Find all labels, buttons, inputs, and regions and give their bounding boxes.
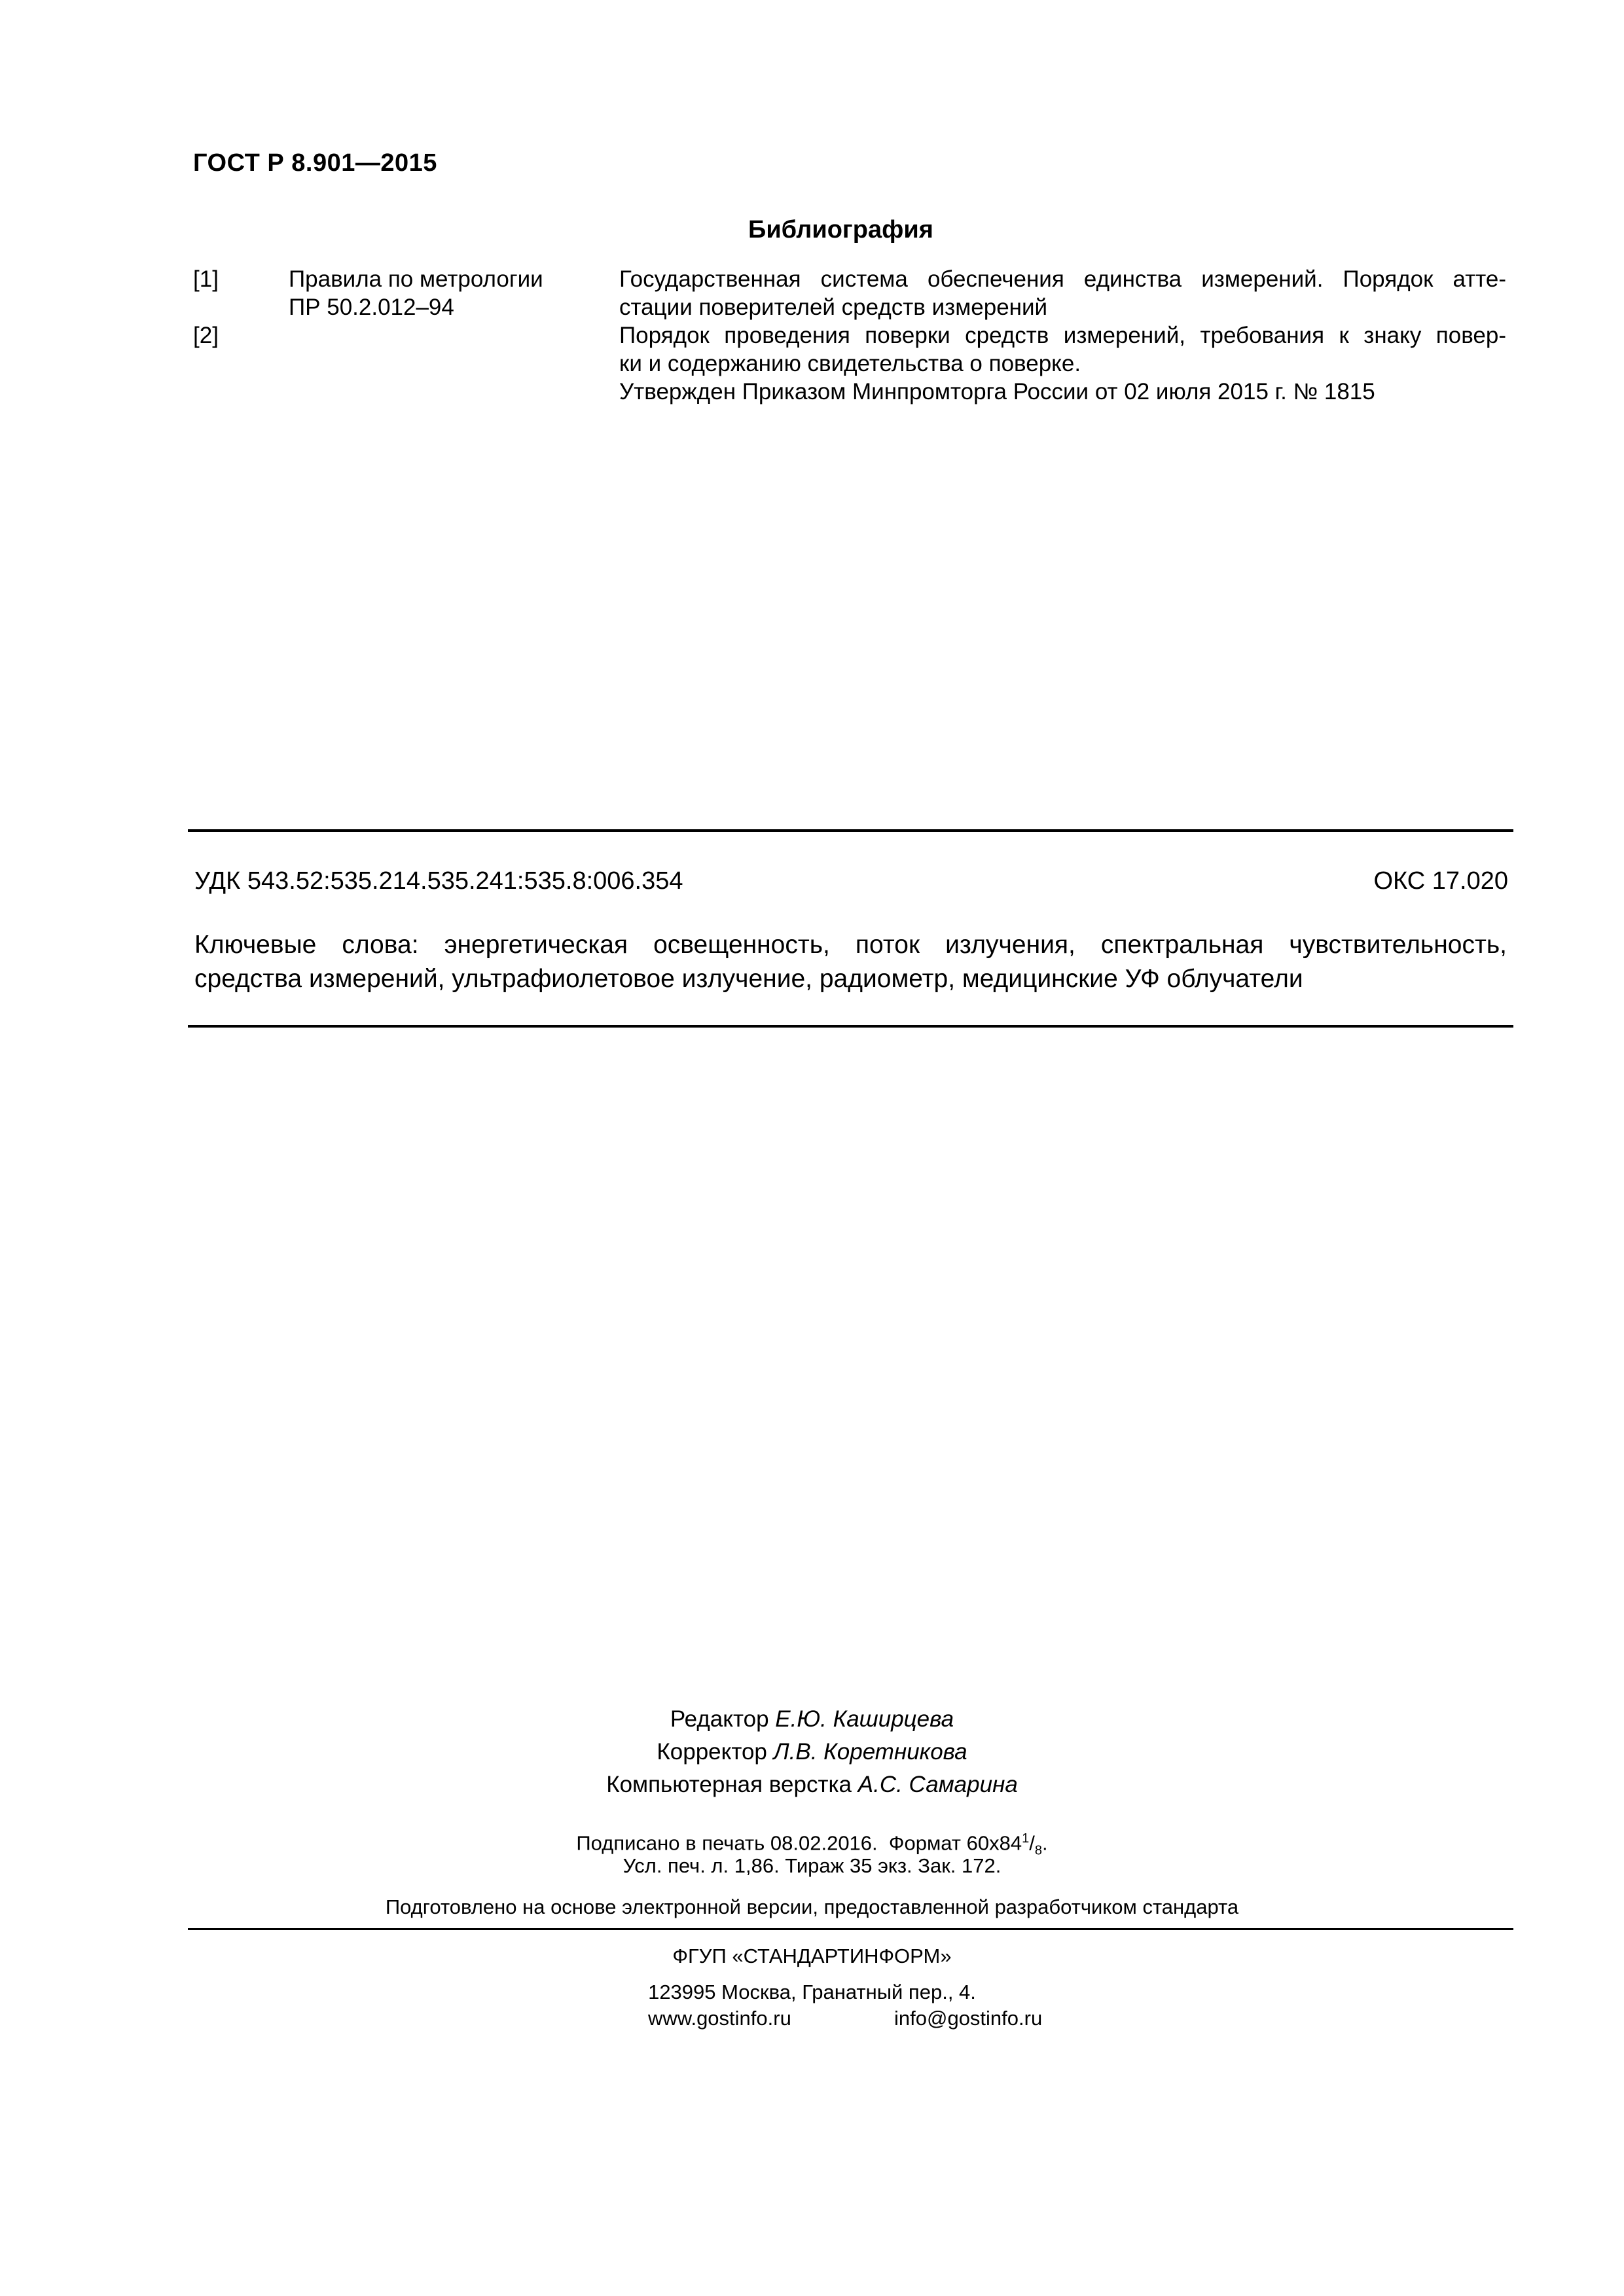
print-signed: Подписано в печать 08.02.2016. — [576, 1831, 878, 1855]
credit-label: Корректор — [657, 1739, 767, 1765]
print-info-line: Подписано в печать 08.02.2016. Формат $60x84^1/_8$. — [576, 1831, 1048, 1858]
description-line: ки и содержанию свидетельства о поверке. — [619, 351, 1081, 376]
oks-code: ОКС 17.020 — [1373, 867, 1508, 895]
divider-top — [188, 829, 1513, 832]
credit-label: Редактор — [670, 1706, 769, 1732]
credit-label: Компьютерная верстка — [606, 1772, 852, 1797]
divider-publisher — [188, 1928, 1513, 1930]
udk-code: УДК 543.52:535.214.535.241:535.8:006.354 — [194, 867, 683, 895]
document-number: ГОСТ Р 8.901—2015 — [193, 149, 437, 177]
bibliography-entry-description — [619, 265, 1506, 321]
prepared-note: Подготовлено на основе электронной версии, предоставленной разработчиком стандарта — [385, 1895, 1239, 1918]
format-fraction-numerator: 1 — [1022, 1831, 1030, 1846]
format-fraction-denominator: 8 — [1034, 1843, 1042, 1858]
credit-name: Л.В. Коретникова — [773, 1739, 967, 1765]
description-line: Государственная система обеспечения единства измерений. Порядок атте- — [619, 266, 1506, 292]
bibliography-entry-description — [619, 321, 1506, 406]
publisher-email-link[interactable]: info@gostinfo.ru — [894, 2007, 1043, 2030]
print-format: Формат 60x84 — [888, 1831, 1022, 1855]
bibliography-entry-number: [1] — [193, 266, 219, 292]
credit-corrector — [0, 1736, 1624, 1768]
credit-name: Е.Ю. Каширцева — [775, 1706, 954, 1732]
publisher-website-link[interactable]: www.gostinfo.ru — [648, 2007, 791, 2030]
publisher-address: 123995 Москва, Гранатный пер., 4. — [648, 1981, 976, 2003]
description-line: Утвержден Приказом Минпромторга России от 02 июля 2015 г. № 1815 — [619, 379, 1375, 404]
print-format-end: . — [1041, 1831, 1048, 1855]
publisher-name: ФГУП «СТАНДАРТИНФОРМ» — [672, 1945, 952, 1967]
source-line: ПР 50.2.012–94 — [289, 295, 454, 320]
divider-bottom — [188, 1025, 1513, 1028]
source-line: Правила по метрологии — [289, 266, 543, 292]
keywords-line: Ключевые слова: энергетическая освещенность, поток излучения, спектральная чувствительность, — [194, 931, 1507, 959]
bibliography-entry-source — [289, 265, 543, 321]
credit-editor — [0, 1703, 1624, 1736]
bibliography-entry-number: [2] — [193, 323, 219, 348]
keywords — [194, 928, 1507, 996]
credit-layout — [0, 1768, 1624, 1801]
keywords-line: средства измерений, ультрафиолетовое излучение, радиометр, медицинские УФ облучатели — [194, 965, 1303, 993]
credit-name: А.С. Самарина — [857, 1772, 1018, 1797]
description-line: стации поверителей средств измерений — [619, 295, 1048, 320]
print-info-line: Усл. печ. л. 1,86. Тираж 35 экз. Зак. 172. — [623, 1854, 1001, 1877]
description-line: Порядок проведения поверки средств измерений, требования к знаку повер- — [619, 323, 1506, 348]
bibliography-title: Библиография — [748, 216, 933, 243]
